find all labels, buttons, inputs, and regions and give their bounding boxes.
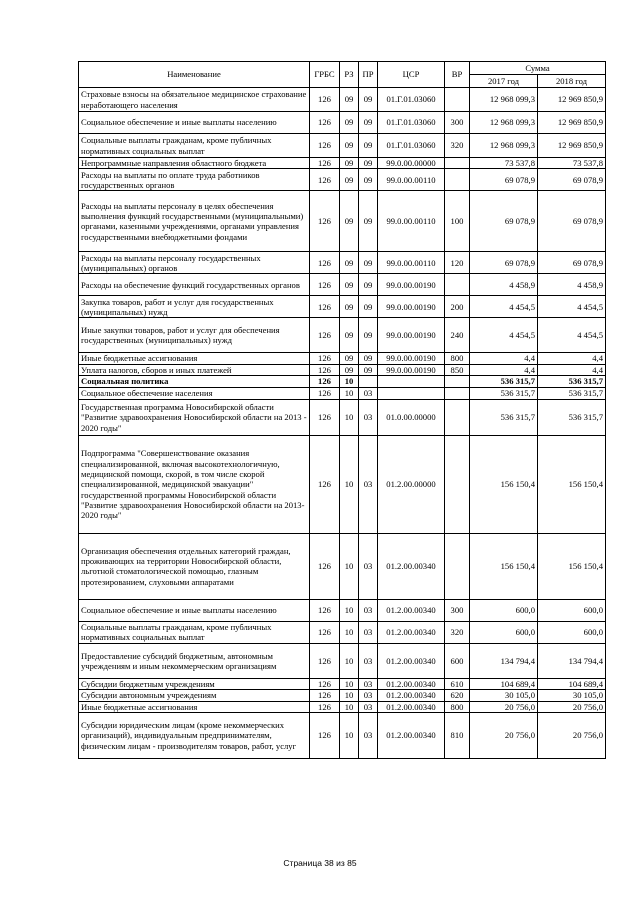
cell-rz: 10 <box>340 533 359 599</box>
cell-csr: 99.0.00.00190 <box>378 353 445 364</box>
cell-rz: 10 <box>340 678 359 689</box>
cell-rz: 09 <box>340 88 359 112</box>
cell-name: Страховые взносы на обязательное медицинское страхование неработающего населения <box>79 88 310 112</box>
cell-pr: 03 <box>359 621 378 643</box>
cell-rz: 10 <box>340 399 359 435</box>
cell-s2018: 20 756,0 <box>538 712 606 758</box>
cell-vr: 800 <box>445 353 470 364</box>
cell-s2017: 156 150,4 <box>470 533 538 599</box>
cell-pr: 03 <box>359 435 378 533</box>
cell-s2017: 12 968 099,3 <box>470 112 538 134</box>
cell-csr: 99.0.00.00190 <box>378 318 445 353</box>
cell-vr <box>445 158 470 169</box>
cell-rz: 09 <box>340 274 359 296</box>
cell-s2018: 600,0 <box>538 621 606 643</box>
cell-s2018: 4,4 <box>538 364 606 375</box>
cell-csr: 99.0.00.00000 <box>378 158 445 169</box>
cell-s2018: 12 969 850,9 <box>538 134 606 158</box>
cell-s2018: 536 315,7 <box>538 387 606 399</box>
cell-s2017: 30 105,0 <box>470 690 538 701</box>
cell-name: Субсидии автономным учреждениям <box>79 690 310 701</box>
cell-pr: 09 <box>359 134 378 158</box>
cell-s2017: 4 458,9 <box>470 274 538 296</box>
cell-pr: 03 <box>359 599 378 621</box>
cell-grbs: 126 <box>310 690 340 701</box>
cell-pr: 09 <box>359 353 378 364</box>
table-row <box>79 643 606 678</box>
table-row <box>79 375 606 387</box>
cell-pr: 09 <box>359 364 378 375</box>
cell-s2017: 4 454,5 <box>470 296 538 318</box>
cell-grbs: 126 <box>310 678 340 689</box>
cell-s2017: 104 689,4 <box>470 678 538 689</box>
table-row <box>79 318 606 353</box>
table-row <box>79 296 606 318</box>
table-row <box>79 88 606 112</box>
cell-name: Расходы на выплаты по оплате труда работников государственных органов <box>79 169 310 191</box>
cell-pr: 09 <box>359 252 378 274</box>
cell-pr: 09 <box>359 191 378 252</box>
cell-grbs: 126 <box>310 621 340 643</box>
cell-s2018: 69 078,9 <box>538 191 606 252</box>
cell-rz: 09 <box>340 364 359 375</box>
cell-grbs: 126 <box>310 353 340 364</box>
cell-csr: 01.2.00.00340 <box>378 533 445 599</box>
cell-s2018: 69 078,9 <box>538 252 606 274</box>
cell-grbs: 126 <box>310 399 340 435</box>
cell-s2017: 536 315,7 <box>470 399 538 435</box>
cell-name: Иные бюджетные ассигнования <box>79 701 310 712</box>
cell-vr <box>445 435 470 533</box>
cell-csr: 99.0.00.00190 <box>378 296 445 318</box>
cell-grbs: 126 <box>310 274 340 296</box>
table-row <box>79 169 606 191</box>
cell-vr: 810 <box>445 712 470 758</box>
cell-s2018: 4 454,5 <box>538 296 606 318</box>
cell-s2018: 536 315,7 <box>538 399 606 435</box>
table-row <box>79 158 606 169</box>
cell-rz: 09 <box>340 191 359 252</box>
table-row <box>79 712 606 758</box>
table-row <box>79 701 606 712</box>
cell-grbs: 126 <box>310 387 340 399</box>
cell-vr <box>445 88 470 112</box>
cell-vr: 240 <box>445 318 470 353</box>
cell-name: Закупка товаров, работ и услуг для государственных (муниципальных) нужд <box>79 296 310 318</box>
cell-csr: 99.0.00.00190 <box>378 274 445 296</box>
cell-grbs: 126 <box>310 191 340 252</box>
cell-rz: 09 <box>340 112 359 134</box>
cell-s2018: 12 969 850,9 <box>538 112 606 134</box>
table-body <box>79 88 606 759</box>
cell-vr <box>445 387 470 399</box>
table-row <box>79 533 606 599</box>
cell-vr: 620 <box>445 690 470 701</box>
cell-grbs: 126 <box>310 533 340 599</box>
cell-vr: 300 <box>445 599 470 621</box>
cell-rz: 10 <box>340 690 359 701</box>
cell-grbs: 126 <box>310 643 340 678</box>
cell-name: Подпрограмма "Совершенствование оказания специализированной, включая высокотехнологичную, медицинской помощи, скорой, в том числе скорой специализированной, медицинской эвакуации" государственной программы Новосибирской области "Развитие здравоохранения Новосибирской области на 2013-2020 годы" <box>79 435 310 533</box>
cell-s2018: 600,0 <box>538 599 606 621</box>
cell-rz: 10 <box>340 712 359 758</box>
cell-csr: 01.2.00.00340 <box>378 621 445 643</box>
cell-name: Организация обеспечения отдельных категорий граждан, проживающих на территории Новосибирской области, льготной стоматологической помощью, глазным протезированием, слуховыми аппаратами <box>79 533 310 599</box>
cell-vr <box>445 274 470 296</box>
cell-name: Расходы на выплаты персоналу государственных (муниципальных) органов <box>79 252 310 274</box>
table-row <box>79 274 606 296</box>
table-row <box>79 252 606 274</box>
cell-csr: 99.0.00.00190 <box>378 364 445 375</box>
cell-pr: 09 <box>359 274 378 296</box>
table-row <box>79 387 606 399</box>
cell-pr: 03 <box>359 712 378 758</box>
cell-pr: 03 <box>359 533 378 599</box>
cell-name: Предоставление субсидий бюджетным, автономным учреждениям и иным некоммерческим организациям <box>79 643 310 678</box>
cell-pr <box>359 375 378 387</box>
cell-s2017: 69 078,9 <box>470 169 538 191</box>
cell-name: Социальное обеспечение населения <box>79 387 310 399</box>
header-year-2017: 2017 год <box>470 75 538 88</box>
cell-pr: 09 <box>359 158 378 169</box>
cell-pr: 09 <box>359 88 378 112</box>
cell-name: Уплата налогов, сборов и иных платежей <box>79 364 310 375</box>
cell-rz: 09 <box>340 252 359 274</box>
cell-rz: 10 <box>340 621 359 643</box>
cell-name: Социальное обеспечение и иные выплаты населению <box>79 112 310 134</box>
cell-grbs: 126 <box>310 252 340 274</box>
cell-s2018: 104 689,4 <box>538 678 606 689</box>
cell-vr <box>445 375 470 387</box>
cell-grbs: 126 <box>310 435 340 533</box>
cell-csr: 01.Г.01.03060 <box>378 112 445 134</box>
cell-s2018: 4 454,5 <box>538 318 606 353</box>
cell-s2017: 20 756,0 <box>470 701 538 712</box>
cell-csr: 01.2.00.00340 <box>378 701 445 712</box>
cell-vr: 600 <box>445 643 470 678</box>
cell-csr: 01.2.00.00340 <box>378 678 445 689</box>
cell-rz: 09 <box>340 296 359 318</box>
cell-csr: 01.2.00.00340 <box>378 643 445 678</box>
cell-csr <box>378 387 445 399</box>
table-row <box>79 678 606 689</box>
cell-csr: 99.0.00.00110 <box>378 252 445 274</box>
cell-grbs: 126 <box>310 88 340 112</box>
cell-name: Социальные выплаты гражданам, кроме публичных нормативных социальных выплат <box>79 621 310 643</box>
cell-rz: 10 <box>340 387 359 399</box>
cell-name: Социальная политика <box>79 375 310 387</box>
cell-s2017: 69 078,9 <box>470 252 538 274</box>
cell-vr: 850 <box>445 364 470 375</box>
cell-s2018: 73 537,8 <box>538 158 606 169</box>
cell-s2018: 4,4 <box>538 353 606 364</box>
cell-grbs: 126 <box>310 599 340 621</box>
cell-pr: 09 <box>359 318 378 353</box>
cell-rz: 09 <box>340 169 359 191</box>
table-row <box>79 353 606 364</box>
cell-s2017: 536 315,7 <box>470 387 538 399</box>
cell-name: Непрограммные направления областного бюджета <box>79 158 310 169</box>
cell-csr: 99.0.00.00110 <box>378 191 445 252</box>
cell-rz: 09 <box>340 158 359 169</box>
cell-name: Государственная программа Новосибирской области "Развитие здравоохранения Новосибирской области на 2013 - 2020 годы" <box>79 399 310 435</box>
cell-s2017: 4,4 <box>470 364 538 375</box>
cell-vr: 320 <box>445 134 470 158</box>
header-csr: ЦСР <box>378 62 445 88</box>
table-row <box>79 599 606 621</box>
cell-grbs: 126 <box>310 169 340 191</box>
cell-rz: 10 <box>340 435 359 533</box>
table-row <box>79 364 606 375</box>
budget-table <box>78 61 606 759</box>
cell-vr <box>445 169 470 191</box>
cell-grbs: 126 <box>310 375 340 387</box>
cell-name: Иные закупки товаров, работ и услуг для обеспечения государственных (муниципальных) нужд <box>79 318 310 353</box>
cell-csr: 99.0.00.00110 <box>378 169 445 191</box>
cell-s2017: 156 150,4 <box>470 435 538 533</box>
cell-s2018: 20 756,0 <box>538 701 606 712</box>
cell-grbs: 126 <box>310 712 340 758</box>
cell-s2017: 12 968 099,3 <box>470 134 538 158</box>
cell-pr: 03 <box>359 399 378 435</box>
cell-vr: 100 <box>445 191 470 252</box>
table-row <box>79 621 606 643</box>
cell-rz: 09 <box>340 353 359 364</box>
cell-s2017: 73 537,8 <box>470 158 538 169</box>
cell-pr: 03 <box>359 701 378 712</box>
cell-csr: 01.2.00.00340 <box>378 690 445 701</box>
cell-pr: 03 <box>359 643 378 678</box>
cell-s2017: 600,0 <box>470 599 538 621</box>
cell-csr: 01.0.00.00000 <box>378 399 445 435</box>
table-row <box>79 134 606 158</box>
cell-s2017: 12 968 099,3 <box>470 88 538 112</box>
page-number: Страница 38 из 85 <box>283 858 357 868</box>
cell-s2018: 536 315,7 <box>538 375 606 387</box>
cell-s2018: 69 078,9 <box>538 169 606 191</box>
cell-vr <box>445 399 470 435</box>
cell-vr: 200 <box>445 296 470 318</box>
cell-vr <box>445 533 470 599</box>
cell-csr: 01.2.00.00000 <box>378 435 445 533</box>
cell-name: Расходы на выплаты персоналу в целях обеспечения выполнения функций государственными (муниципальными) органами, казенными учреждениями, органами управления государственными внебюджетными фондами <box>79 191 310 252</box>
header-year-2018: 2018 год <box>538 75 606 88</box>
cell-rz: 10 <box>340 599 359 621</box>
cell-grbs: 126 <box>310 701 340 712</box>
cell-name: Социальное обеспечение и иные выплаты населению <box>79 599 310 621</box>
header-rz: РЗ <box>340 62 359 88</box>
cell-name: Субсидии юридическим лицам (кроме некоммерческих организаций), индивидуальным предпринимателям, физическим лицам - производителям товаров, работ, услуг <box>79 712 310 758</box>
cell-rz: 10 <box>340 643 359 678</box>
cell-s2018: 30 105,0 <box>538 690 606 701</box>
cell-grbs: 126 <box>310 158 340 169</box>
cell-csr: 01.Г.01.03060 <box>378 134 445 158</box>
table-row <box>79 399 606 435</box>
cell-s2018: 134 794,4 <box>538 643 606 678</box>
cell-csr: 01.2.00.00340 <box>378 599 445 621</box>
cell-vr: 610 <box>445 678 470 689</box>
cell-vr: 320 <box>445 621 470 643</box>
cell-grbs: 126 <box>310 296 340 318</box>
cell-s2017: 69 078,9 <box>470 191 538 252</box>
cell-rz: 10 <box>340 701 359 712</box>
cell-grbs: 126 <box>310 112 340 134</box>
table-row <box>79 112 606 134</box>
cell-s2017: 20 756,0 <box>470 712 538 758</box>
cell-csr: 01.2.00.00340 <box>378 712 445 758</box>
cell-s2017: 4,4 <box>470 353 538 364</box>
header-sum: Сумма <box>470 62 606 75</box>
cell-vr: 120 <box>445 252 470 274</box>
cell-pr: 03 <box>359 690 378 701</box>
cell-s2018: 4 458,9 <box>538 274 606 296</box>
cell-pr: 09 <box>359 296 378 318</box>
header-name: Наименование <box>79 62 310 88</box>
cell-s2018: 156 150,4 <box>538 533 606 599</box>
cell-vr: 300 <box>445 112 470 134</box>
cell-s2017: 536 315,7 <box>470 375 538 387</box>
cell-name: Иные бюджетные ассигнования <box>79 353 310 364</box>
cell-vr: 800 <box>445 701 470 712</box>
cell-csr <box>378 375 445 387</box>
cell-pr: 09 <box>359 112 378 134</box>
cell-grbs: 126 <box>310 364 340 375</box>
cell-csr: 01.Г.01.03060 <box>378 88 445 112</box>
cell-rz: 10 <box>340 375 359 387</box>
header-pr: ПР <box>359 62 378 88</box>
cell-s2018: 12 969 850,9 <box>538 88 606 112</box>
cell-grbs: 126 <box>310 134 340 158</box>
table-row <box>79 435 606 533</box>
cell-name: Расходы на обеспечение функций государственных органов <box>79 274 310 296</box>
cell-pr: 03 <box>359 387 378 399</box>
cell-s2018: 156 150,4 <box>538 435 606 533</box>
cell-s2017: 134 794,4 <box>470 643 538 678</box>
header-vr: ВР <box>445 62 470 88</box>
cell-s2017: 4 454,5 <box>470 318 538 353</box>
table-row <box>79 690 606 701</box>
cell-rz: 09 <box>340 134 359 158</box>
cell-pr: 09 <box>359 169 378 191</box>
cell-s2017: 600,0 <box>470 621 538 643</box>
cell-name: Социальные выплаты гражданам, кроме публичных нормативных социальных выплат <box>79 134 310 158</box>
cell-pr: 03 <box>359 678 378 689</box>
header-grbs: ГРБС <box>310 62 340 88</box>
cell-grbs: 126 <box>310 318 340 353</box>
cell-name: Субсидии бюджетным учреждениям <box>79 678 310 689</box>
cell-rz: 09 <box>340 318 359 353</box>
table-row <box>79 191 606 252</box>
